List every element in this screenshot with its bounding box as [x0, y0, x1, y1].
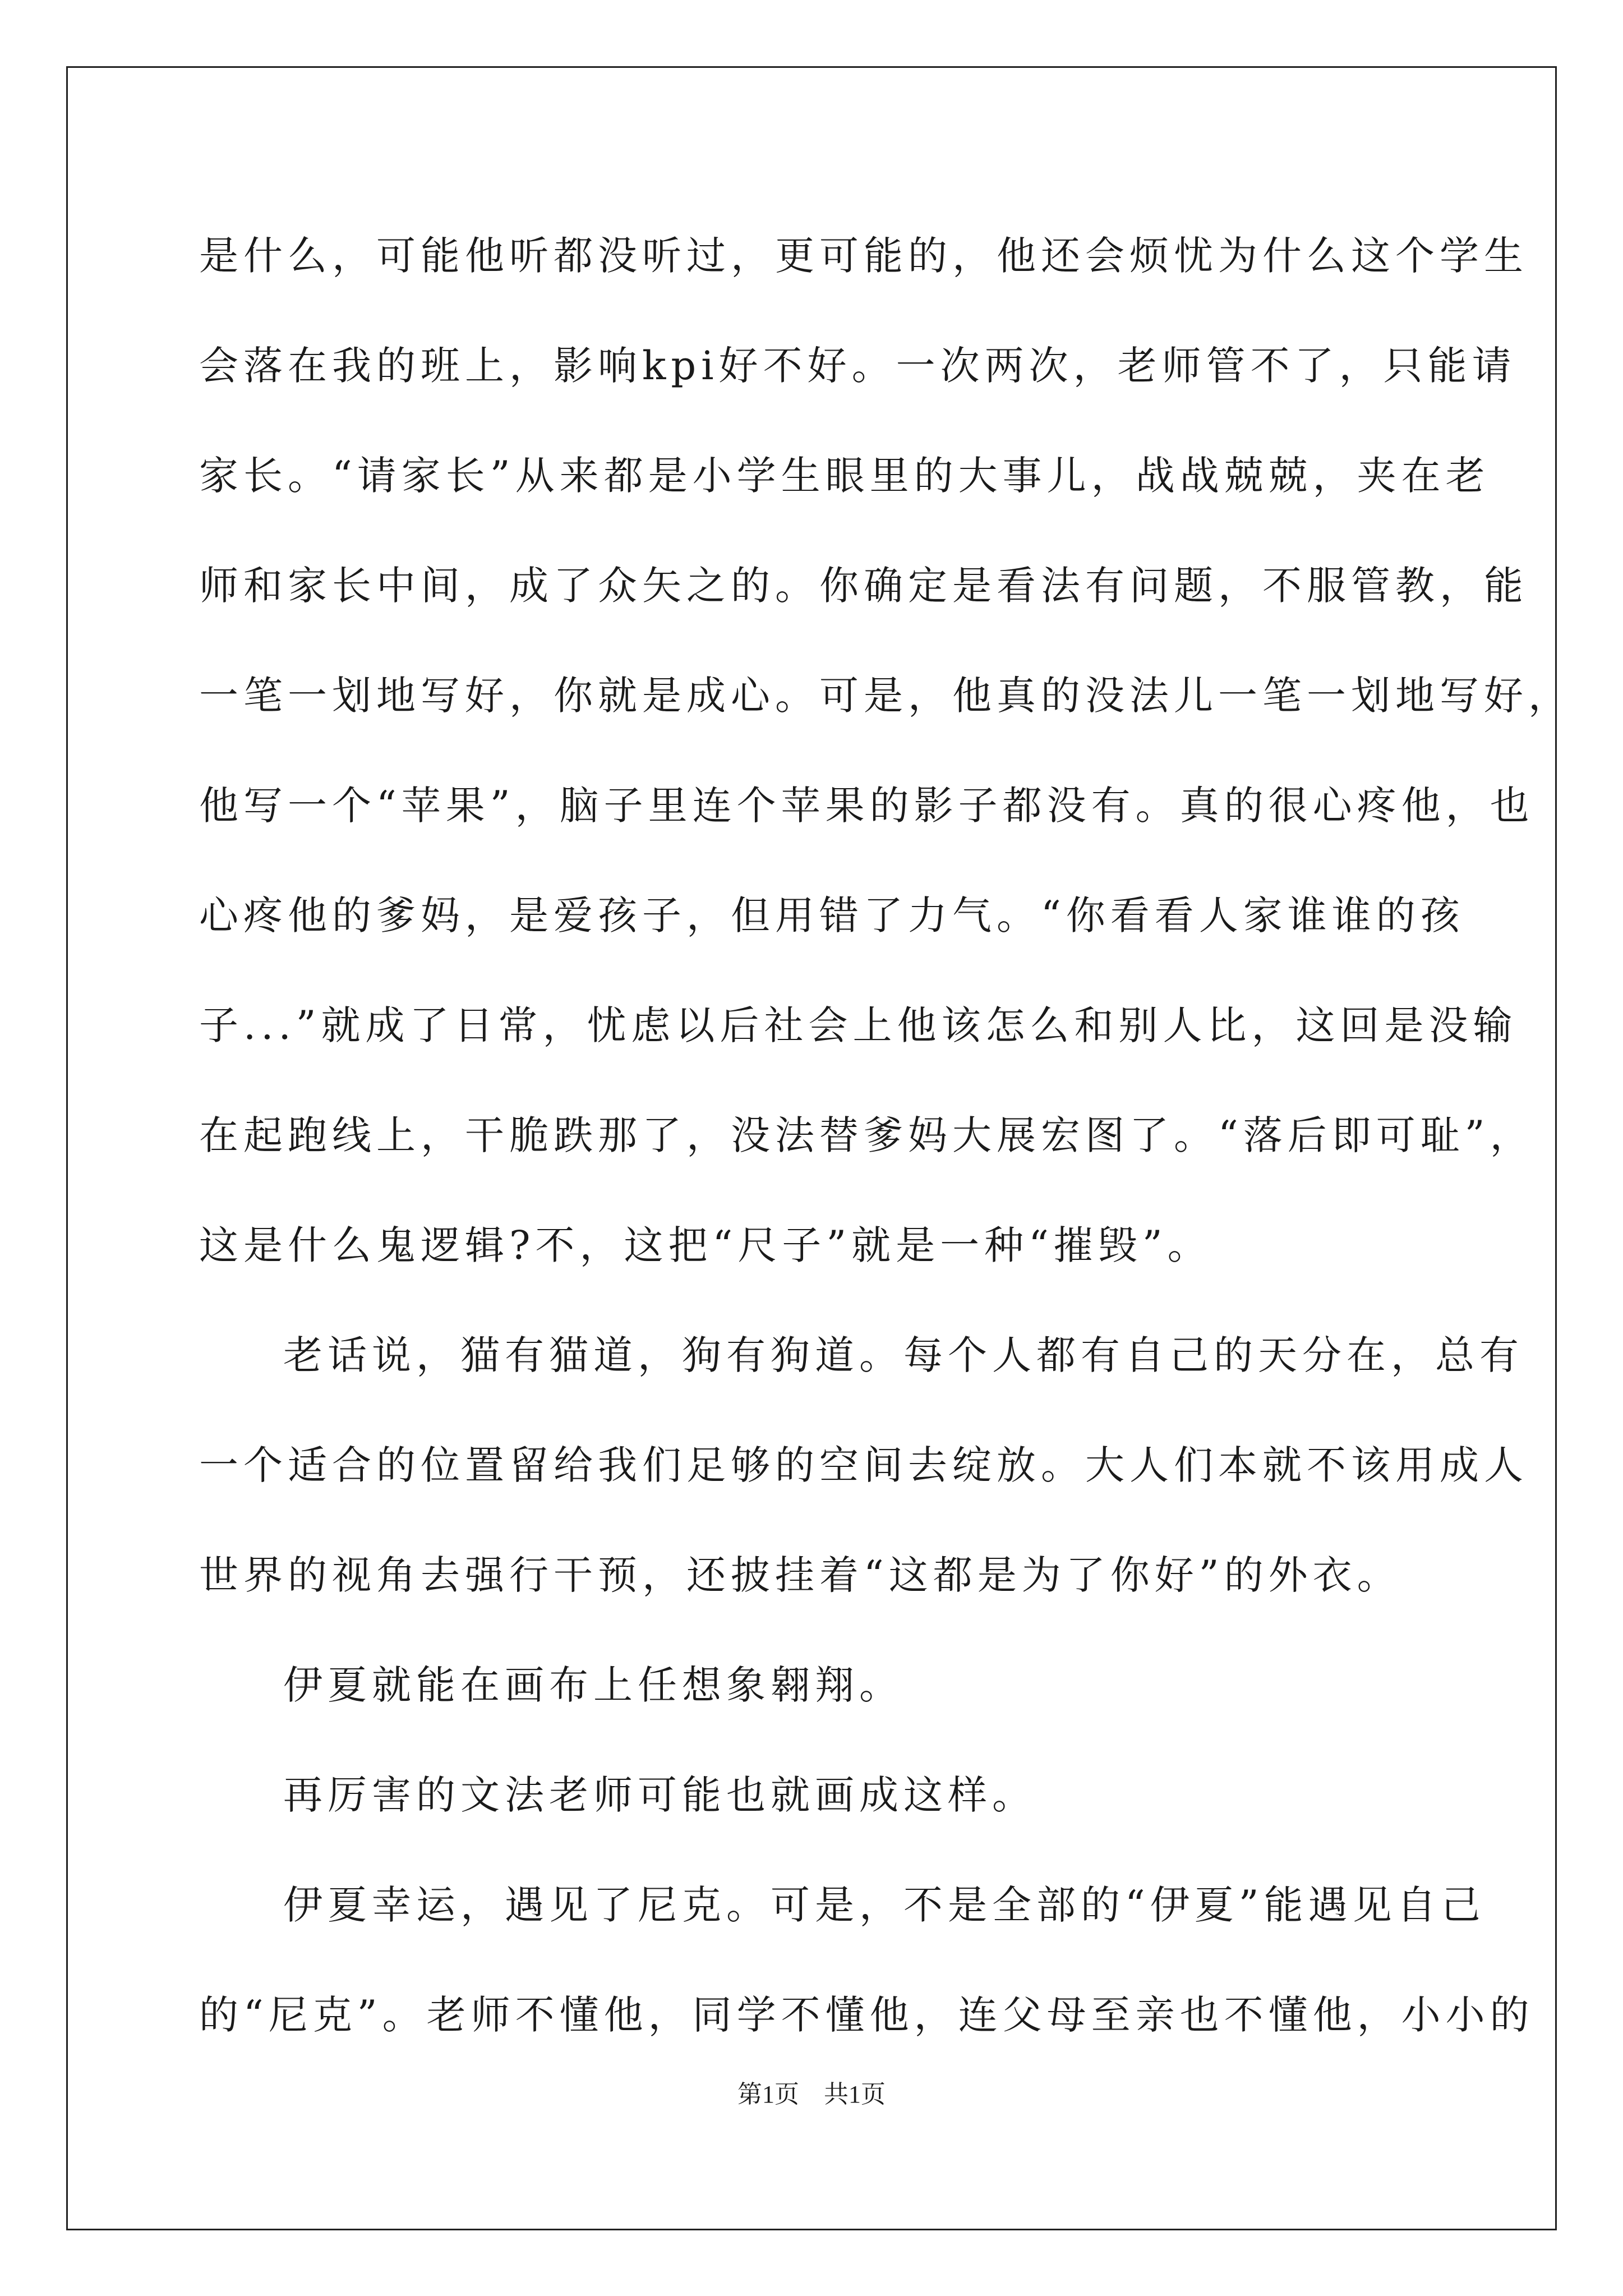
text-line: 世界的视角去强行干预，还披挂着“这都是为了你好”的外衣。	[199, 1552, 1401, 1598]
text-line: 伊夏就能在画布上任想象翱翔。	[283, 1662, 903, 1708]
page-total: 共1页	[824, 2081, 886, 2108]
text-line: 会落在我的班上，影响kpi好不好。一次两次，老师管不了，只能请	[199, 343, 1516, 389]
text-line: 一笔一划地写好，你就是成心。可是，他真的没法儿一笔一划地写好，	[199, 673, 1573, 719]
text-line: 再厉害的文法老师可能也就画成这样。	[283, 1772, 1036, 1818]
text-line: 心疼他的爹妈，是爱孩子，但用错了力气。“你看看人家谁谁的孩	[199, 892, 1465, 938]
text-line: 子...”就成了日常，忧虑以后社会上他该怎么和别人比，这回是没输	[199, 1002, 1518, 1048]
text-line: 的“尼克”。老师不懂他，同学不懂他，连父母至亲也不懂他，小小的	[199, 1992, 1534, 2038]
text-line: 一个适合的位置留给我们足够的空间去绽放。大人们本就不该用成人	[199, 1442, 1528, 1488]
text-line: 伊夏幸运，遇见了尼克。可是，不是全部的“伊夏”能遇见自己	[283, 1882, 1486, 1928]
document-body	[199, 201, 1573, 2070]
page-footer	[0, 2078, 1623, 2111]
text-line: 是什么，可能他听都没听过，更可能的，他还会烦忧为什么这个学生	[199, 233, 1528, 279]
page-number: 第1页	[737, 2081, 799, 2108]
text-line: 这是什么鬼逻辑?不，这把“尺子”就是一种“摧毁”。	[199, 1222, 1212, 1268]
text-line: 在起跑线上，干脆跌那了，没法替爹妈大展宏图了。“落后即可耻”，	[199, 1112, 1534, 1158]
text-line: 师和家长中间，成了众矢之的。你确定是看法有问题，不服管教，能	[199, 563, 1528, 609]
text-line: 老话说，猫有猫道，狗有狗道。每个人都有自己的天分在，总有	[283, 1332, 1524, 1378]
text-line: 他写一个“苹果”，脑子里连个苹果的影子都没有。真的很心疼他，也	[199, 783, 1534, 829]
text-line: 家长。“请家长”从来都是小学生眼里的大事儿，战战兢兢，夹在老	[199, 453, 1490, 499]
